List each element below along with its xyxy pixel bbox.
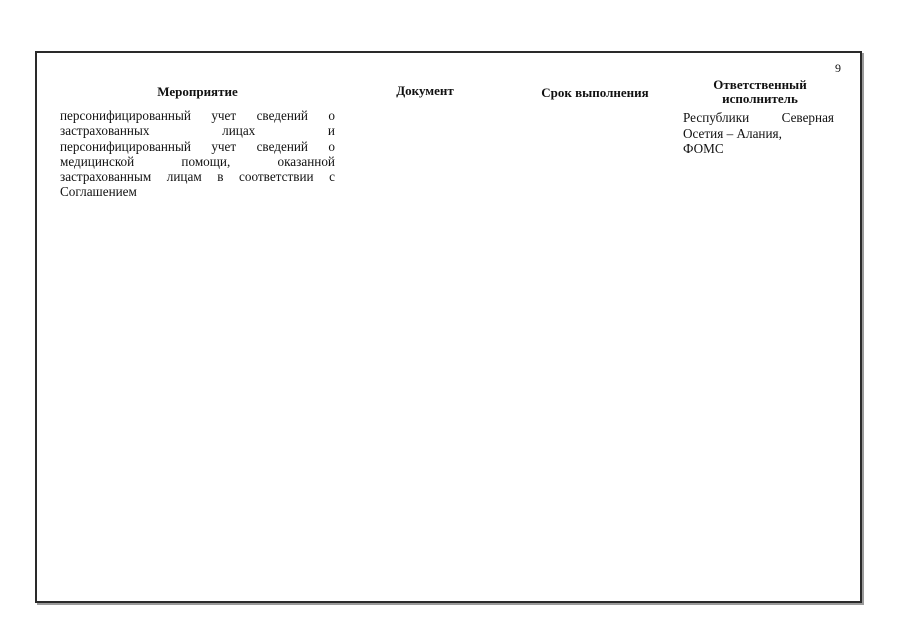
activity-line: застрахованным лицам в соответствии с [60, 169, 335, 185]
responsible-line: Осетия – Алания, [683, 125, 782, 141]
column-header-responsible: Ответственный исполнитель [713, 77, 807, 106]
activity-line: Соглашением [60, 184, 137, 200]
activity-line: персонифицированный учет сведений о [60, 138, 335, 154]
responsible-line: Республики Северная [683, 110, 834, 125]
activity-cell [60, 108, 335, 200]
column-header-document: Документ [396, 83, 454, 98]
responsible-line: ФОМС [683, 141, 724, 157]
responsible-cell [683, 110, 834, 157]
page-number: 9 [835, 61, 841, 75]
activity-line: персонифицированный учет сведений о [60, 108, 335, 123]
column-header-deadline: Срок выполнения [541, 85, 649, 100]
activity-line: застрахованных лицах и [60, 123, 335, 139]
column-header-activity: Мероприятие [157, 84, 238, 99]
activity-line: медицинской помощи, оказанной [60, 153, 335, 169]
